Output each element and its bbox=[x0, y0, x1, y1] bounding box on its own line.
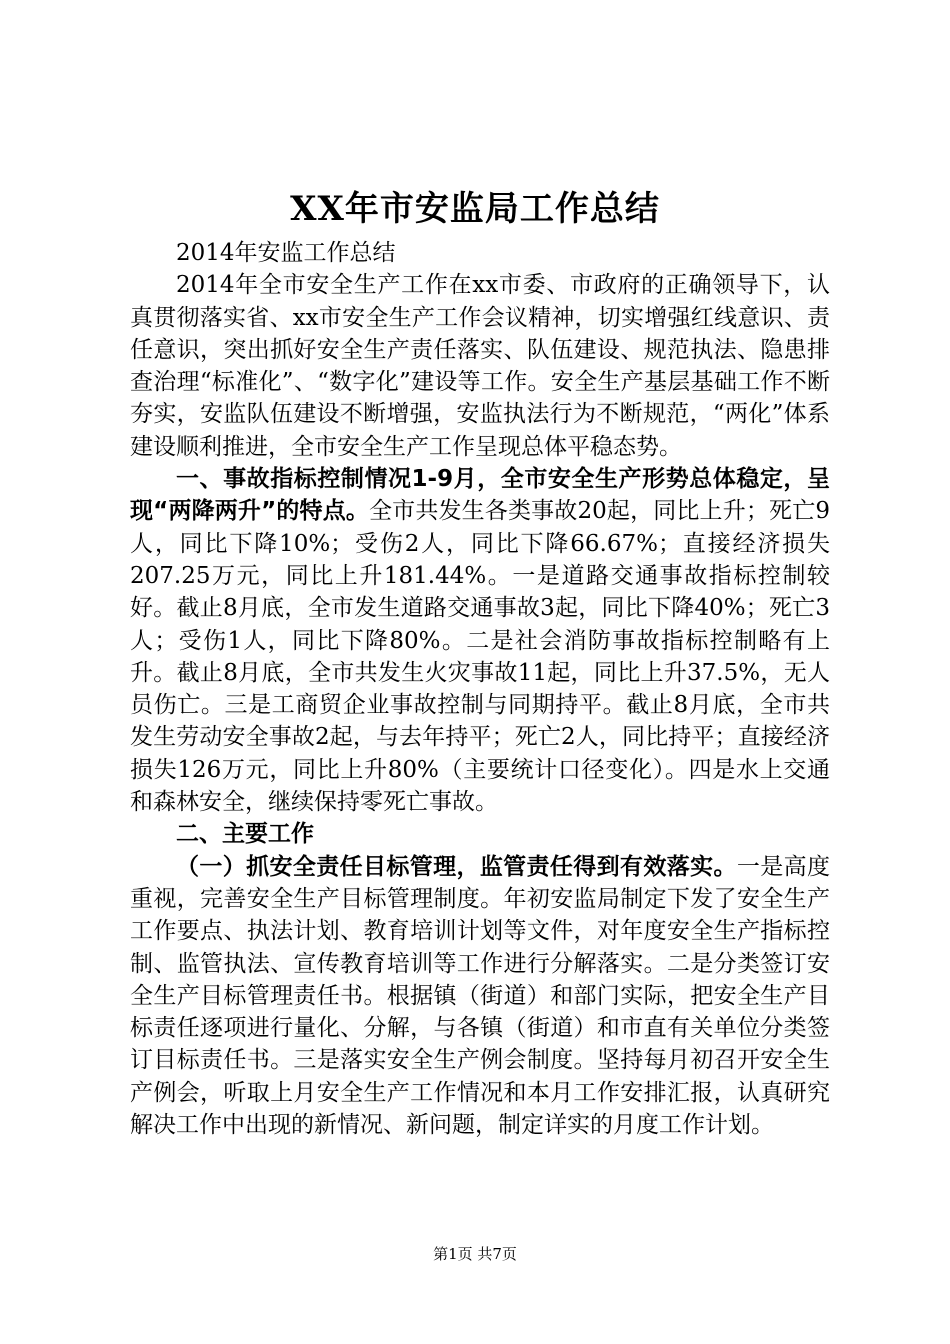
document-body bbox=[130, 237, 830, 1141]
document-subtitle: 2014年安监工作总结 bbox=[176, 240, 396, 266]
paragraph-accident-indicators bbox=[130, 463, 830, 818]
document-title: XX年市安监局工作总结 bbox=[290, 189, 660, 229]
paragraph-intro bbox=[130, 269, 830, 463]
paragraph-text: 2014年全市安全生产工作在xx市委、市政府的正确领导下，认真贯彻落实省、xx市安全生产工作会议精神，切实增强红线意识、责任意识，突出抓好安全生产责任落实、队伍建设、规范执法、隐患排查治理“标准化”、“数字化”建设等工作。安全生产基层基础工作不断夯实，安监队伍建设不断增强，安监执法行为不断规范，“两化”体系建设顺利推进，全市安全生产工作呈现总体平稳态势。 bbox=[130, 272, 830, 460]
paragraph-responsibility bbox=[130, 851, 830, 1142]
paragraph-text: 一是高度重视，完善安全生产目标管理制度。年初安监局制定下发了安全生产工作要点、执法计划、教育培训计划等文件，对年度安全生产指标控制、监管执法、宣传教育培训等工作进行分解落实。二是分类签订安全生产目标管理责任书。根据镇（街道）和部门实际，把安全生产目标责任逐项进行量化、分解，与各镇（街道）和市直有关单位分类签订目标责任书。三是落实安全生产例会制度。坚持每月初召开安全生产例会，听取上月安全生产工作情况和本月工作安排汇报，认真研究解决工作中出现的新情况、新问题，制定详实的月度工作计划。 bbox=[130, 853, 831, 1139]
section-heading: （一）抓安全责任目标管理，监管责任得到有效落实。 bbox=[176, 853, 737, 880]
paragraph-main-work bbox=[130, 818, 830, 850]
page-number-footer: 第1页 共7页 bbox=[433, 1245, 517, 1263]
section-heading: 一、事故指标控制情况1-9月，全市安全生产形势总体稳定，呈现“两降两升”的特点。 bbox=[130, 466, 830, 525]
paragraph-text: 全市共发生各类事故20起，同比上升；死亡9人，同比下降10%；受伤2人，同比下降66.67%；直接经济损失207.25万元，同比上升181.44%。一是道路交通事故指标控制较好。截止8月底，全市发生道路交通事故3起，同比下降40%；死亡3人；受伤1人，同比下降80%。二是社会消防事故指标控制略有上升。截止8月底，全市共发生火灾事故11起，同比上升37.5%，无人员伤亡。三是工商贸企业事故控制与同期持平。截止8月底，全市共发生劳动安全事故2起，与去年持平；死亡2人，同比持平；直接经济损失126万元，同比上升80%（主要统计口径变化）。四是水上交通和森林安全，继续保持零死亡事故。 bbox=[130, 498, 830, 816]
section-heading: 二、主要工作 bbox=[176, 821, 314, 848]
